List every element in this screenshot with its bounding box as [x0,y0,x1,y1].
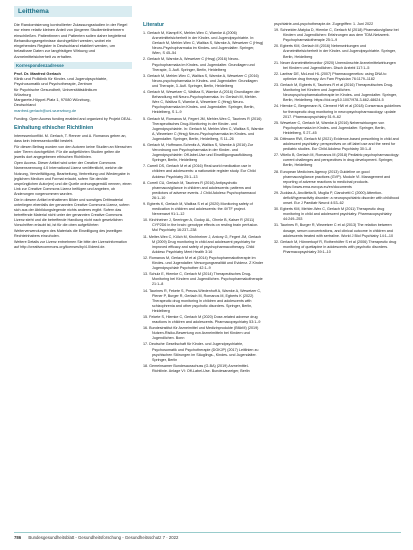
reference-item: 21. Neuer Arzneimittelmonitor (2020) Unerwünschte Arzneimittelwirkungen bei Kindern und Jugendlichen. Dtsch Arztebl 117:1–5 [274,60,396,70]
column-left [14,22,132,251]
reference-item: 15. Fekete S, Hiemke C, Gerlach M (2020) Dose-related adverse drug reactions in children and adolescents. Pharmacopsychiatry 53:1–9 [143,314,261,325]
reference-item: psychiatrie-und-psychotherapie.de. Zugegriffen: 1. Juni 2022 [274,22,374,26]
reference-item: 19. Schneider-Matyka D, Hiemke C, Gerlach M (2018) Pharmakovigilanz bei Kindern und Jugendlichen: Erfahrungen aus dem TDM-Netzwerk. Psychopharmakotherapie 25:1–9 [274,28,399,43]
reference-item: 1. Gerlach M, Klampfl K, Mehler-Wex C, Warnke A (2006) Arzneimittelsicherheit in der Kinder- und Jugendpsychiatrie. In: Gerlach M, Mehler-Wex C, Walitza S, Warnke A, Wewetzer C (Hrsg) Neuro-Psychopharmaka im Kindes- und Jugendalter. Springer, Wien, S 45–54 [143,31,264,56]
correspondence-line: Psychosomatik und Psychotherapie, Zentrum [14,81,93,87]
open-access-paragraph: Open Access. Dieser Artikel wird unter der Creative Commons Namensnennung 4.0 International Lizenz veröffentlicht, welche die Nutzung, Vervielfältigung, Bearbeitung, Verbreitung und Wiedergabe in jeglichem Medium und Format erlaubt, sofern Sie den/die ursprünglichen Autor(en) und die Quelle ordnungsgemäß nennen, einen Link zur Creative Commons Lizenz beifügen und angeben, ob Änderungen vorgenommen wurden. [14,161,132,196]
reference-item: 11. Melter-Wex C, Kölch M, Kirchheiner J, Antony G, Fegert JM, Gerlach M (2009) Drug monitoring in child and adolescent psychiatry for improved efficacy and safety of psychopharmacotherapy. Child Adolesc Psychiatry Ment Health 3:16 [143,234,262,254]
reference-item: 24. Hiemke C, Bergemann N, Clement HW et al (2018) Consensus guidelines for therapeutic drug monitoring in neuropsychopharmacology: update 2017. Pharmacopsychiatry 51:9–62 [274,104,401,119]
reference-item: 2. Gerlach M, Warnke A, Wewetzer C (Hrsg) (2016) Neuro-Psychopharmaka im Kindes- und Jugendalter. Grundlagen und Therapie, 3. Aufl. Springer, Berlin, Heidelberg [143,57,255,72]
reference-item: 17. Deutsche Gesellschaft für Kinder- und Jugendpsychiatrie, Psychosomatik und Psychotherapie (DGKJP) (2017) Leitlinien zu psychischen Störungen im Säuglings-, Kindes- und Jugendalter. Springer, Berlin [143,342,259,362]
reference-item: 5. Gerlach M, Romanos M, Fegert JM, Mehler-Wex C, Taurines R (2016) Therapeutisches Drug-Monitoring in der Kinder- und Jugendpsychiatrie. In: Gerlach M, Mehler-Wex C, Walitza S, Warnke A, Wewetzer C (Hrsg) Neuro-Psychopharmaka im Kindes- und Jugendalter. Springer, Berlin, Heidelberg, S 11–26 [143,116,264,141]
correspondence-block [14,71,132,113]
correspondence-line: Würzburg [14,91,31,97]
funding-note: Funding. Open Access funding enabled and organized by Projekt DEAL. [14,116,132,121]
correspondence-heading: Korrespondenzadresse [14,62,132,69]
correspondence-line: für Psychische Gesundheit, Universitätsklinikum [14,86,97,92]
reference-item: 6. Gerlach M, Hoffmann-Schmitz A, Walitza S, Warnke A (2016) Zur Verordnung von Psychopharmaka in der Kinder- und Jugendpsychiatrie: Off-label-Use und Einwilligungsaufklärung. Springer, Berlin, Heidelberg [143,142,254,163]
correspondence-name: Prof. Dr. Manfred Gerlach [14,70,61,76]
reference-item: 29. Zuddas A, Ancilletta B, Muglia P, Cianchetti C (2000) Attention-deficit/hyperactivity disorder: a neuropsychiatric disorder with childhood onset. Eur J Paediatr Neurol 4:53–62 [274,190,400,206]
reference-item: 13. Schulz E, Hiemke C, Gerlach M (2014) Therapeutisches Drug-Monitoring bei Kindern und Jugendlichen. Psychopharmakotherapie 21:1–8 [143,272,263,287]
intro-paragraph: Die Randomisierung kontrollierter Zulassungsstudien in der Regel nur einen relativ kleinen Anteil von jüngeren Studienteilnehmern einschließen. Patientinnen und Patienten sollen daher begleitend Behandlungsergebnisse durchgeführt werden, wobei ein eingehendes Register in Deutschland etabliert werden, um belastbare Daten zur langfristigen Wirkung und Arzneimittelsicherheit zu erhalten. [14,22,128,59]
ethics-statement: Für diesen Beitrag wurden von den Autoren keine Studien an Menschen oder Tieren durchgeführt. Für die aufgeführten Studien gelten die jeweils dort angegebenen ethischen Richtlinien. [14,145,132,160]
correspondence-line: Margarete-Höppel-Platz 1, 97080 Würzburg, [14,97,91,102]
column-middle [143,22,264,375]
page-number: 786 [14,535,22,540]
open-access-paragraph: Die in diesem Artikel enthaltenen Bilder und sonstiges Drittmaterial unterliegen ebenfalls der genannten Creative Commons Lizenz, sofern sich aus der Abbildungslegende nichts anderes ergibt. Sofern das betreffende Material nicht unter der genannten Creative Commons Lizenz steht und die betreffende Handlung nicht nach gesetzlichen Vorschriften erlaubt ist, ist für die oben aufgeführten Weiterverwendungen des Materials die Einwilligung des jeweiligen Rechteinhabers einzuholen. [14,197,130,238]
reference-item: 32. Gerlach M, Hünnerkopf R, Rothenhöfer S et al (2006) Therapeutic drug monitoring of quetiapine in adolescents with psychotic disorders. Pharmacopsychiatry 39:1–10 [274,239,397,254]
literature-heading: Literatur [143,22,165,28]
reference-item: 16. Bundesinstitut für Arzneimittel und Medizinprodukte (BfArM) (2019) Nutzen-Risiko-Bewertung von Arzneimitteln bei Kindern und Jugendlichen. Bonn [143,326,259,341]
correspondence-line: Klinik und Poliklinik für Kinder- und Jugendpsychiatrie, [14,76,108,81]
reference-item: 26. Dittmann RW, Gerlach M (2021) Evidence-based prescribing in child and adolescent psychiatry: perspectives on off-label use and the need for pediatric studies. Eur Child Adolesc Psychiatry 30:1–8 [274,136,399,152]
conflict-of-interest: Interessenkonflikt. M. Gerlach, T. Renner und A. Romanos geben an, dass kein Interessenkonflikt besteht. [14,133,127,143]
reference-item: 18. Gemeinsamer Bundesausschuss (G-BA) (2019) Arzneimittel-Richtlinie. Anlage VI: Off-Label-Use. Bundesanzeiger, Berlin [143,363,250,373]
reference-item: 8. Correll CU, Gerlach M, Taurines R (2016) Antipsychotic pharmacovigilance in children and adolescents: patterns and predictors of adverse events. J Child Adolesc Psychopharmacol 26:1–10 [143,180,256,200]
reference-item: 4. Gerlach M, Wewetzer C, Walitza S, Warnke A (2016) Grundlagen der Behandlung mit Neuro-Psychopharmaka. In: Gerlach M, Mehler-Wex C, Walitza S, Warnke A, Wewetzer C (Hrsg) Neuro-Psychopharmaka im Kindes- und Jugendalter. Springer, Berlin, Heidelberg, S 1–9 [143,90,260,115]
reference-item: 27. Vitiello B, Gerlach M, Romanos M (2018) Pediatric psychopharmacology: current challenges and perspectives in drug development. Springer, Berlin, Heidelberg [274,153,400,168]
reference-item: 30. Egberts KM, Mehler-Wex C, Gerlach M (2011) Therapeutic drug monitoring in child and adolescent psychiatry. Pharmacopsychiatry 44:249–253 [274,207,392,222]
reference-item: 3. Gerlach M, Mehler-Wex C, Walitza S, Warnke A, Wewetzer C (2016) Neuro-psychopharmaka in Kindes- und Jugendalter: Grundlagen und Therapie, 3. Aufl. Springer, Berlin, Heidelberg [143,73,259,88]
reference-list [143,31,264,374]
page-footer [14,532,401,543]
section-label: Leitthema [14,6,132,17]
open-access-paragraph: Weitere Details zur Lizenz entnehmen Sie bitte der Lizenzinformation auf http://creativecommons.org/licenses/by/4.0/deed.de. [14,239,127,249]
journal-name: Bundesgesundheitsblatt - Gesundheitsforschung - Gesundheitsschutz 7 · 2022 [28,535,179,540]
reference-list [274,22,401,255]
reference-item: 12. Romanos M, Gerlach M et al (2014) Psychopharmakotherapie im Kindes- und Jugendalter: Versorgungsrealität und Evidenz. Z Kinder Jugendpsychiatr Psychother 42:1–9 [143,255,264,271]
reference-item: 20. Egberts KM, Gerlach M (2016) Nebenwirkungen und Arzneimittelsicherheit in der Kinder- und Jugendpsychiatrie. Springer, Berlin, Heidelberg [274,44,396,59]
correspondence-line: Deutschland [14,102,36,108]
reference-item: 7. Carrell DS, Gerlach M et al (2016) Real-world medication use in children and adolescents: a nationwide register study. Eur Child Adolesc Psychiatry 25:1–13 [143,164,256,179]
correspondence-email-link[interactable]: manfred.gerlach@uni-wuerzburg.de [14,107,77,113]
ethics-heading: Einhaltung ethischer Richtlinien [14,124,94,131]
reference-item: 9. Egberts K, Gerlach M, Walitza S et al (2020) Monitoring safety of medication in children and adolescents: the 4VTF project. Nervenarzt 91:1–12 [143,202,253,217]
reference-item: 14. Taurines R, Fekete S, Preuss-Wiedenhoff A, Warnke A, Wewetzer C, Plener P, Burger R, Gerlach M, Romanos M, Egberts K (2022) Therapeutic drug monitoring in children and adolescents with schizophrenia and other psychotic disorders. Springer, Berlin, Heidelberg [143,288,262,313]
reference-item: 22. Lanfear DE, McLeod HL (2007) Pharmacogenetics: using DNA to optimize drug therapy. Am Fam Physician 76:1179–1182 [274,71,387,81]
reference-item: 10. Kirchheiner J, Seeringer A, Godoy AL, Ohmle B, Kaiser R (2011) CYP2D6 in the brain: genotype effects on resting brain perfusion. Mol Psychiatry 16:237–238 [143,218,259,233]
column-right [274,22,401,256]
reference-item: 28. European Medicines Agency (2013) Guideline on good pharmacovigilance practices (GVP). Module VI. Management and reporting of adverse reactions to medicinal products. https://www.ema.europa.eu/en/documents [274,169,391,189]
reference-item: 23. Gerlach M, Egberts K, Taurines R et al (2016) Therapeutisches Drug-Monitoring bei Kindern und Jugendlichen. Neuropsychopharmakotherapie im Kindes- und Jugendalter. Springer, Berlin, Heidelberg. https://doi.org/10.1007/978-3-662-48624-5 [274,83,397,103]
reference-item: 31. Taurines R, Burger R, Wewetzer C et al (2013) The relation between dosage, serum concentrations, and clinical outcome in children and adolescents treated with sertraline. World J Biol Psychiatry 14:1–10 [274,223,393,238]
reference-item: 25. Wewetzer C, Gerlach M, Warnke A (2016) Nebenwirkungen von Psychopharmaka im Kindes- und Jugendalter. Springer, Berlin, Heidelberg, S 27–45 [274,120,386,135]
